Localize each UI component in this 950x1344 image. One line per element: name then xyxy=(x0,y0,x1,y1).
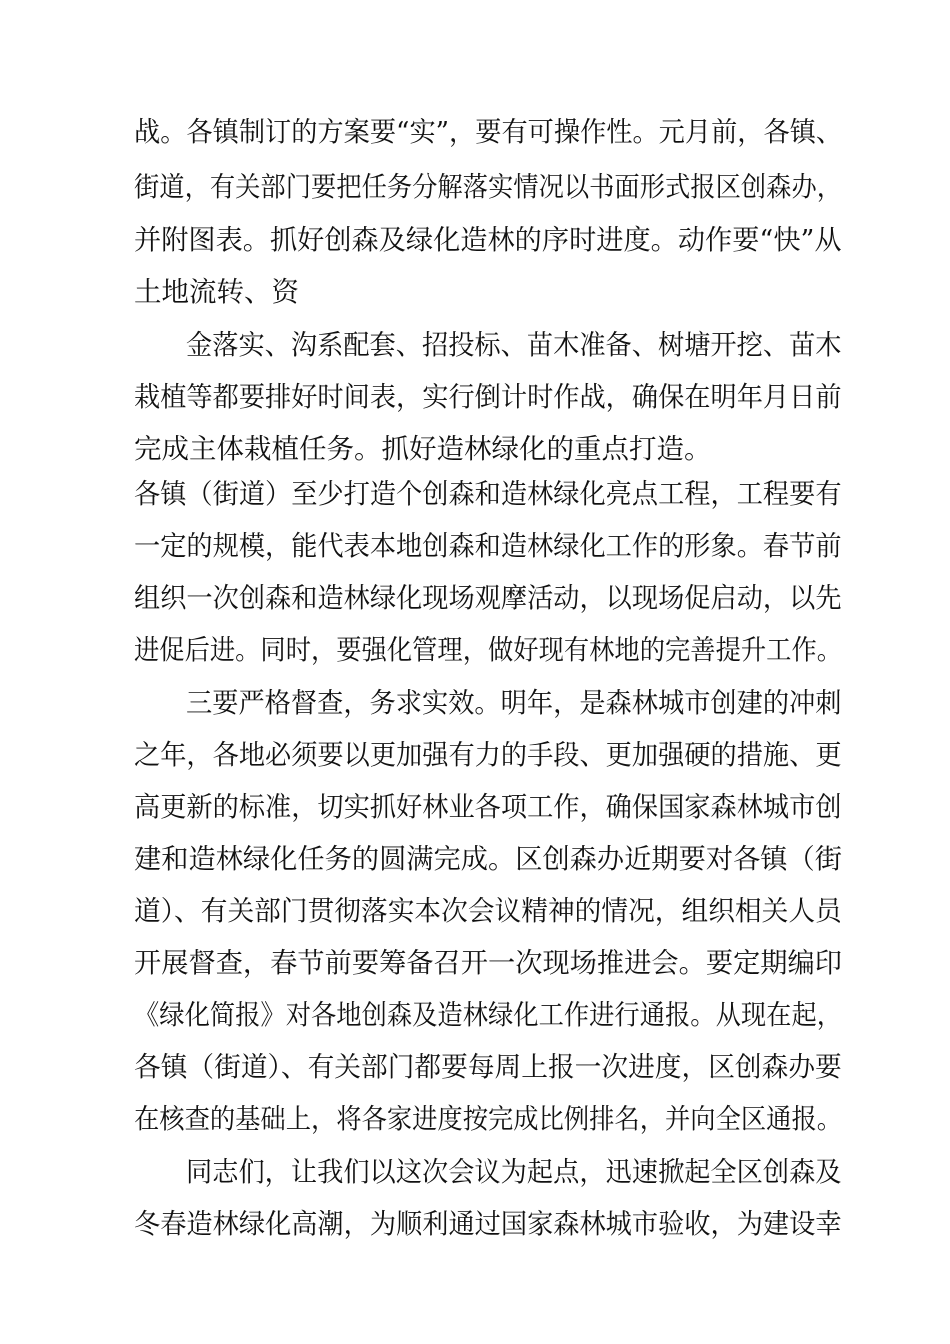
text-line: 在核查的基础上，将各家进度按完成比例排名，并向全区通报。 xyxy=(134,1103,843,1135)
text-line: 进促后进。同时，要强化管理，做好现有林地的完善提升工作。 xyxy=(134,634,843,666)
text-line: 之年，各地必须要以更加强有力的手段、更加强硬的措施、更 xyxy=(134,739,842,771)
text-line: 战。各镇制订的方案要“实”，要有可操作性。元月前，各镇、 xyxy=(134,116,843,148)
text-line: 完成主体栽植任务。抓好造林绿化的重点打造。 xyxy=(134,433,712,465)
text-line: 各镇（街道）至少打造个创森和造林绿化亮点工程，工程要有 xyxy=(134,478,842,510)
text-line: 高更新的标准，切实抓好林业各项工作，确保国家森林城市创 xyxy=(134,791,842,823)
text-line: 道）、有关部门贯彻落实本次会议精神的情况，组织相关人员 xyxy=(134,895,842,927)
text-line: 并附图表。抓好创森及绿化造林的序时进度。动作要“快”从 xyxy=(134,224,842,256)
text-line: 栽植等都要排好时间表，实行倒计时作战，确保在明年月日前 xyxy=(134,381,842,413)
text-line: 街道，有关部门要把任务分解落实情况以书面形式报区创森办， xyxy=(134,171,843,203)
text-line: 建和造林绿化任务的圆满完成。区创森办近期要对各镇（街 xyxy=(134,843,842,875)
text-line: 土地流转、资 xyxy=(134,276,299,308)
text-line: 金落实、沟系配套、招投标、苗木准备、树塘开挖、苗木 xyxy=(186,329,842,361)
text-line: 一定的规模，能代表本地创森和造林绿化工作的形象。春节前 xyxy=(134,530,842,562)
text-line: 各镇（街道）、有关部门都要每周上报一次进度，区创森办要 xyxy=(134,1051,842,1083)
text-line: 组织一次创森和造林绿化现场观摩活动，以现场促启动，以先 xyxy=(134,582,842,614)
text-line: 三要严格督查，务求实效。明年，是森林城市创建的冲刺 xyxy=(186,687,842,719)
text-line: 冬春造林绿化高潮，为顺利通过国家森林城市验收，为建设幸 xyxy=(134,1208,842,1240)
text-line: 同志们，让我们以这次会议为起点，迅速掀起全区创森及 xyxy=(186,1156,842,1188)
text-line: 《绿化简报》对各地创森及造林绿化工作进行通报。从现在起， xyxy=(134,999,843,1031)
text-line: 开展督查，春节前要筹备召开一次现场推进会。要定期编印 xyxy=(134,947,842,979)
